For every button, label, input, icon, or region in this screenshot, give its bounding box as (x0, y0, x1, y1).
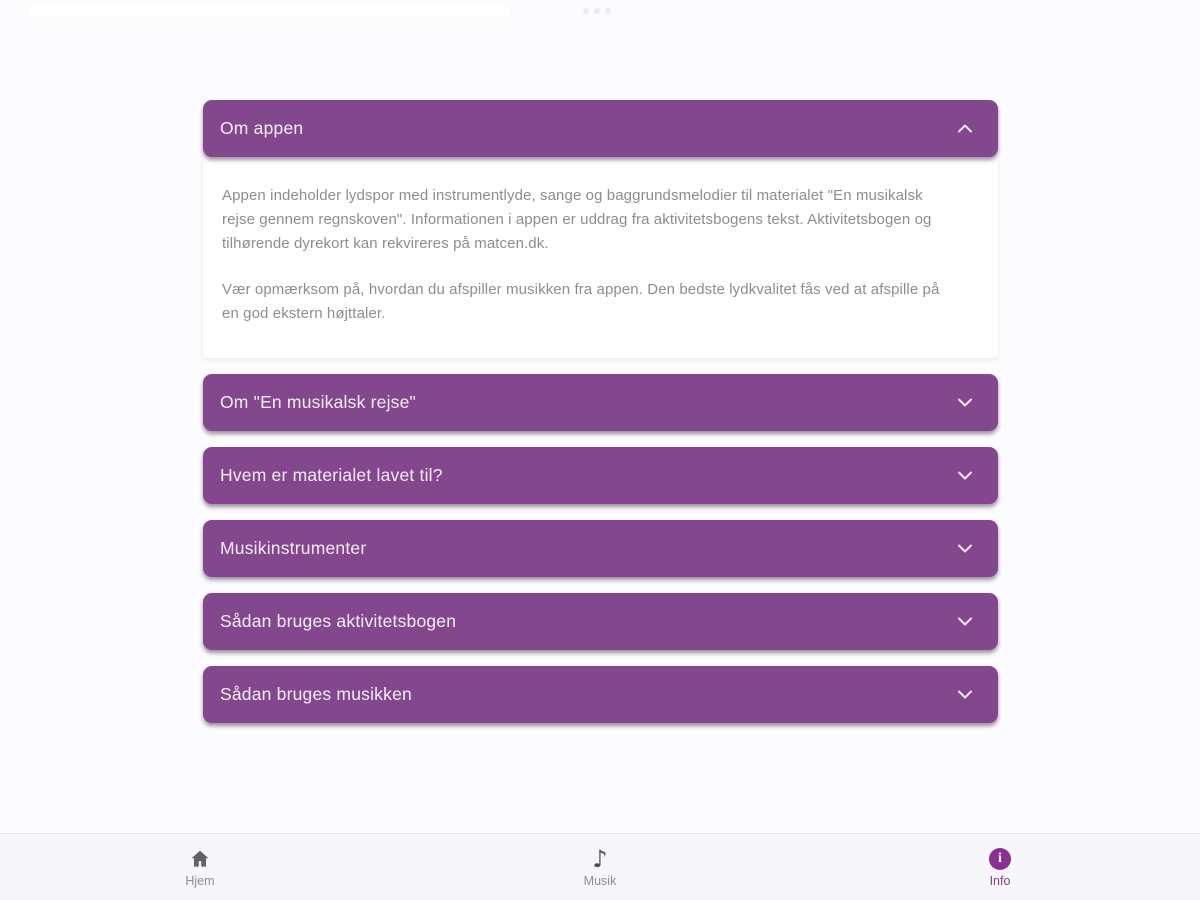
accordion-om-en-musikalsk-rejse (203, 374, 998, 431)
status-smudge (30, 6, 510, 17)
accordion-sadan-bruges-musikken (203, 666, 998, 723)
status-strip (0, 4, 1200, 20)
accordion-om-appen (203, 100, 998, 358)
accordion-content-om-appen (203, 157, 998, 358)
accordion-label: Om appen (220, 118, 304, 138)
nav-item-hjem[interactable] (0, 834, 400, 900)
chevron-down-icon (958, 690, 972, 699)
accordion-musikinstrumenter (203, 520, 998, 577)
home-icon (189, 847, 211, 871)
nav-item-musik[interactable] (400, 834, 800, 900)
info-icon: i (989, 847, 1011, 871)
chevron-down-icon (958, 617, 972, 626)
chevron-down-icon (958, 398, 972, 407)
chevron-up-icon (958, 124, 972, 133)
accordion-label: Om "En musikalsk rejse" (220, 392, 416, 412)
accordion-label: Musikinstrumenter (220, 538, 367, 558)
nav-item-info[interactable] (800, 834, 1200, 900)
accordion-sadan-bruges-aktivitetsbogen (203, 593, 998, 650)
accordion-header-hvem-er-materialet[interactable] (203, 447, 998, 504)
bottom-navigation (0, 833, 1200, 900)
accordion-label: Sådan bruges aktivitetsbogen (220, 611, 457, 631)
chevron-down-icon (958, 544, 972, 553)
accordion-header-sadan-bruges-aktivitetsbogen[interactable] (203, 593, 998, 650)
music-note-icon: ♪ (592, 844, 608, 873)
nav-label-musik: Musik (583, 873, 617, 888)
accordion-header-om-en-musikalsk-rejse[interactable] (203, 374, 998, 431)
accordion-label: Sådan bruges musikken (220, 684, 412, 704)
accordion-list (203, 100, 998, 739)
drag-handle-dots-icon (583, 8, 611, 14)
chevron-down-icon (958, 471, 972, 480)
accordion-header-sadan-bruges-musikken[interactable] (203, 666, 998, 723)
accordion-hvem-er-materialet (203, 447, 998, 504)
about-paragraph-1: Appen indeholder lydspor med instrumentlyde, sange og baggrundsmelodier til materialet "En musikalsk rejse gennem regnskoven". Informationen i appen er uddrag fra aktivitetsbogens tekst. Aktivitetsbogen og tilhørende dyrekort kan rekvireres på matcen.dk. (222, 187, 932, 252)
nav-label-info: Info (989, 873, 1011, 888)
nav-label-hjem: Hjem (185, 873, 215, 888)
accordion-label: Hvem er materialet lavet til? (220, 465, 443, 485)
accordion-header-musikinstrumenter[interactable] (203, 520, 998, 577)
accordion-header-om-appen[interactable] (203, 100, 998, 157)
about-paragraph-2: Vær opmærksom på, hvordan du afspiller musikken fra appen. Den bedste lydkvalitet fås ved at afspille på en god ekstern højttaler. (222, 281, 940, 322)
